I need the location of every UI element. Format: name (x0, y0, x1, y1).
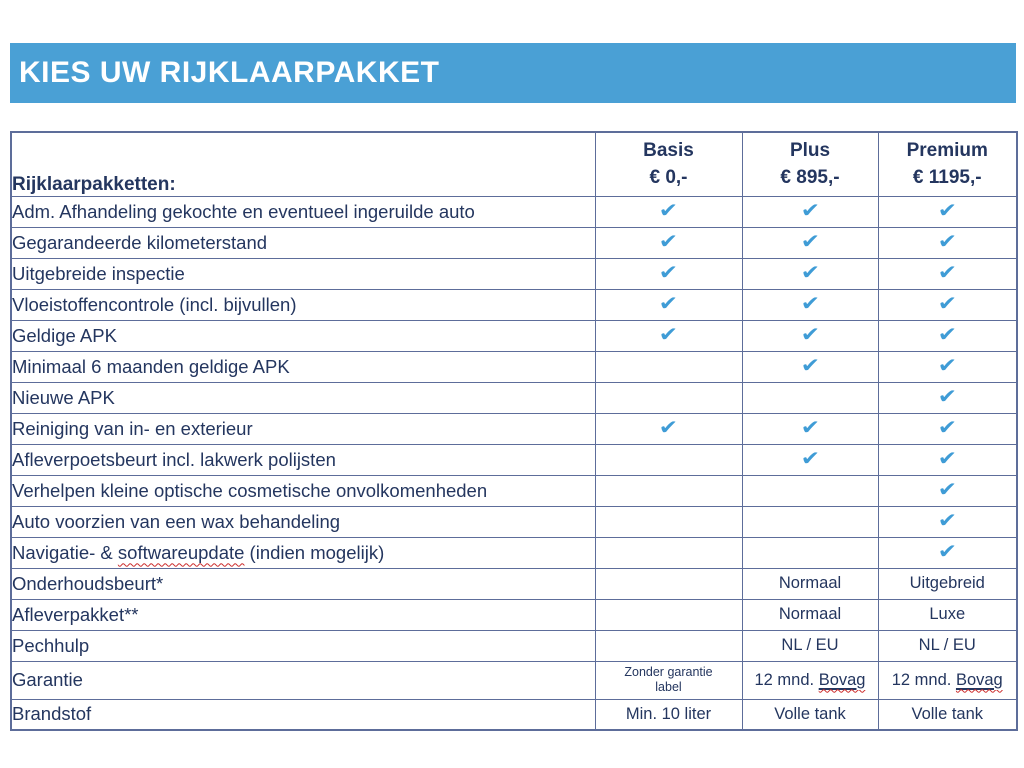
empty-cell (742, 537, 878, 568)
value-cell: Min. 10 liter (595, 699, 742, 730)
feature-label: Minimaal 6 maanden geldige APK (11, 351, 595, 382)
misspelled-word: softwareupdate (117, 541, 245, 563)
check-icon: ✔ (658, 262, 679, 284)
check-icon: ✔ (937, 231, 957, 253)
feature-label: Garantie (11, 661, 595, 699)
check-icon: ✔ (658, 293, 679, 315)
check-icon: ✔ (937, 510, 957, 532)
features-column-header: Rijklaarpakketten: (11, 132, 595, 196)
feature-label: Afleverpakket** (11, 599, 595, 630)
feature-row (11, 289, 1017, 320)
underlined-word (956, 671, 1003, 689)
check-icon: ✔ (937, 262, 957, 284)
feature-row (11, 599, 1017, 630)
underlined-word (819, 671, 866, 689)
included-cell (878, 413, 1017, 444)
included-cell (878, 227, 1017, 258)
included-cell (595, 227, 742, 258)
included-cell (595, 289, 742, 320)
check-icon: ✔ (800, 448, 820, 470)
check-icon: ✔ (800, 293, 820, 315)
value-cell: Uitgebreid (878, 568, 1017, 599)
check-icon: ✔ (800, 324, 820, 346)
included-cell (878, 289, 1017, 320)
empty-cell (742, 506, 878, 537)
feature-row (11, 475, 1017, 506)
included-cell (878, 196, 1017, 227)
package-header-basis (595, 132, 742, 196)
check-icon: ✔ (937, 293, 957, 315)
check-icon: ✔ (937, 324, 957, 346)
included-cell (878, 444, 1017, 475)
included-cell (878, 258, 1017, 289)
value-cell: Normaal (742, 568, 878, 599)
feature-label: Verhelpen kleine optische cosmetische onvolkomenheden (11, 475, 595, 506)
feature-label: Onderhoudsbeurt* (11, 568, 595, 599)
feature-label: Nieuwe APK (11, 382, 595, 413)
value-cell: NL / EU (878, 630, 1017, 661)
feature-label: Pechhulp (11, 630, 595, 661)
value-cell: NL / EU (742, 630, 878, 661)
feature-label: Gegarandeerde kilometerstand (11, 227, 595, 258)
feature-row (11, 227, 1017, 258)
package-price: € 895,- (780, 167, 840, 189)
feature-label: Afleverpoetsbeurt incl. lakwerk polijsten (11, 444, 595, 475)
empty-cell (595, 630, 742, 661)
value-cell: 12 mnd. Bovag (742, 661, 878, 699)
feature-row (11, 506, 1017, 537)
feature-row (11, 351, 1017, 382)
check-icon: ✔ (800, 262, 820, 284)
check-icon: ✔ (937, 448, 957, 470)
feature-row (11, 320, 1017, 351)
check-icon: ✔ (658, 200, 679, 222)
feature-row (11, 444, 1017, 475)
empty-cell (595, 475, 742, 506)
included-cell (878, 351, 1017, 382)
empty-cell (595, 351, 742, 382)
misspelled-word: Bovag (818, 670, 866, 689)
value-cell: Volle tank (878, 699, 1017, 730)
included-cell (878, 506, 1017, 537)
page-title-banner (10, 43, 1016, 103)
empty-cell (595, 568, 742, 599)
check-icon: ✔ (658, 324, 679, 346)
check-icon: ✔ (658, 231, 679, 253)
included-cell (595, 196, 742, 227)
package-name: Plus (789, 139, 831, 161)
feature-row (11, 413, 1017, 444)
package-price: € 0,- (649, 167, 688, 189)
feature-row (11, 699, 1017, 730)
included-cell (878, 382, 1017, 413)
value-cell: Luxe (878, 599, 1017, 630)
package-price: € 1195,- (912, 167, 982, 189)
included-cell (742, 413, 878, 444)
value-cell: Normaal (742, 599, 878, 630)
value-cell: Zonder garantie label (595, 661, 742, 699)
check-icon: ✔ (937, 417, 957, 439)
included-cell (878, 537, 1017, 568)
misspelled-word: Bovag (955, 670, 1003, 689)
check-icon: ✔ (937, 479, 957, 501)
value-cell: Volle tank (742, 699, 878, 730)
check-icon: ✔ (937, 355, 957, 377)
value-cell: 12 mnd. Bovag (878, 661, 1017, 699)
empty-cell (595, 382, 742, 413)
empty-cell (742, 382, 878, 413)
empty-cell (742, 475, 878, 506)
feature-label: Brandstof (11, 699, 595, 730)
empty-cell (595, 599, 742, 630)
feature-label: Uitgebreide inspectie (11, 258, 595, 289)
empty-cell (595, 444, 742, 475)
included-cell (595, 258, 742, 289)
feature-row (11, 382, 1017, 413)
included-cell (595, 320, 742, 351)
package-comparison-table (10, 131, 1018, 731)
package-name: Basis (643, 139, 694, 161)
feature-row (11, 568, 1017, 599)
included-cell (742, 289, 878, 320)
included-cell (595, 413, 742, 444)
package-name: Premium (906, 139, 988, 161)
included-cell (742, 444, 878, 475)
feature-label: Navigatie- & softwareupdate (indien mogelijk) (11, 537, 595, 568)
feature-label: Reiniging van in- en exterieur (11, 413, 595, 444)
package-header-premium (878, 132, 1017, 196)
included-cell (742, 258, 878, 289)
table-header-row (11, 132, 1017, 196)
feature-label: Geldige APK (11, 320, 595, 351)
feature-row (11, 258, 1017, 289)
feature-row (11, 661, 1017, 699)
empty-cell (595, 537, 742, 568)
included-cell (742, 196, 878, 227)
included-cell (878, 475, 1017, 506)
included-cell (742, 320, 878, 351)
check-icon: ✔ (658, 417, 679, 439)
check-icon: ✔ (937, 386, 957, 408)
feature-label: Adm. Afhandeling gekochte en eventueel ingeruilde auto (11, 196, 595, 227)
included-cell (742, 351, 878, 382)
feature-row (11, 630, 1017, 661)
check-icon: ✔ (937, 200, 957, 222)
check-icon: ✔ (800, 200, 820, 222)
check-icon: ✔ (800, 231, 820, 253)
feature-row (11, 196, 1017, 227)
feature-row (11, 537, 1017, 568)
included-cell (878, 320, 1017, 351)
page-title: KIES UW RIJKLAARPAKKET (19, 56, 440, 89)
feature-label: Auto voorzien van een wax behandeling (11, 506, 595, 537)
included-cell (742, 227, 878, 258)
feature-label: Vloeistoffencontrole (incl. bijvullen) (11, 289, 595, 320)
check-icon: ✔ (800, 417, 820, 439)
empty-cell (595, 506, 742, 537)
package-header-plus (742, 132, 878, 196)
check-icon: ✔ (800, 355, 820, 377)
check-icon: ✔ (937, 541, 957, 563)
